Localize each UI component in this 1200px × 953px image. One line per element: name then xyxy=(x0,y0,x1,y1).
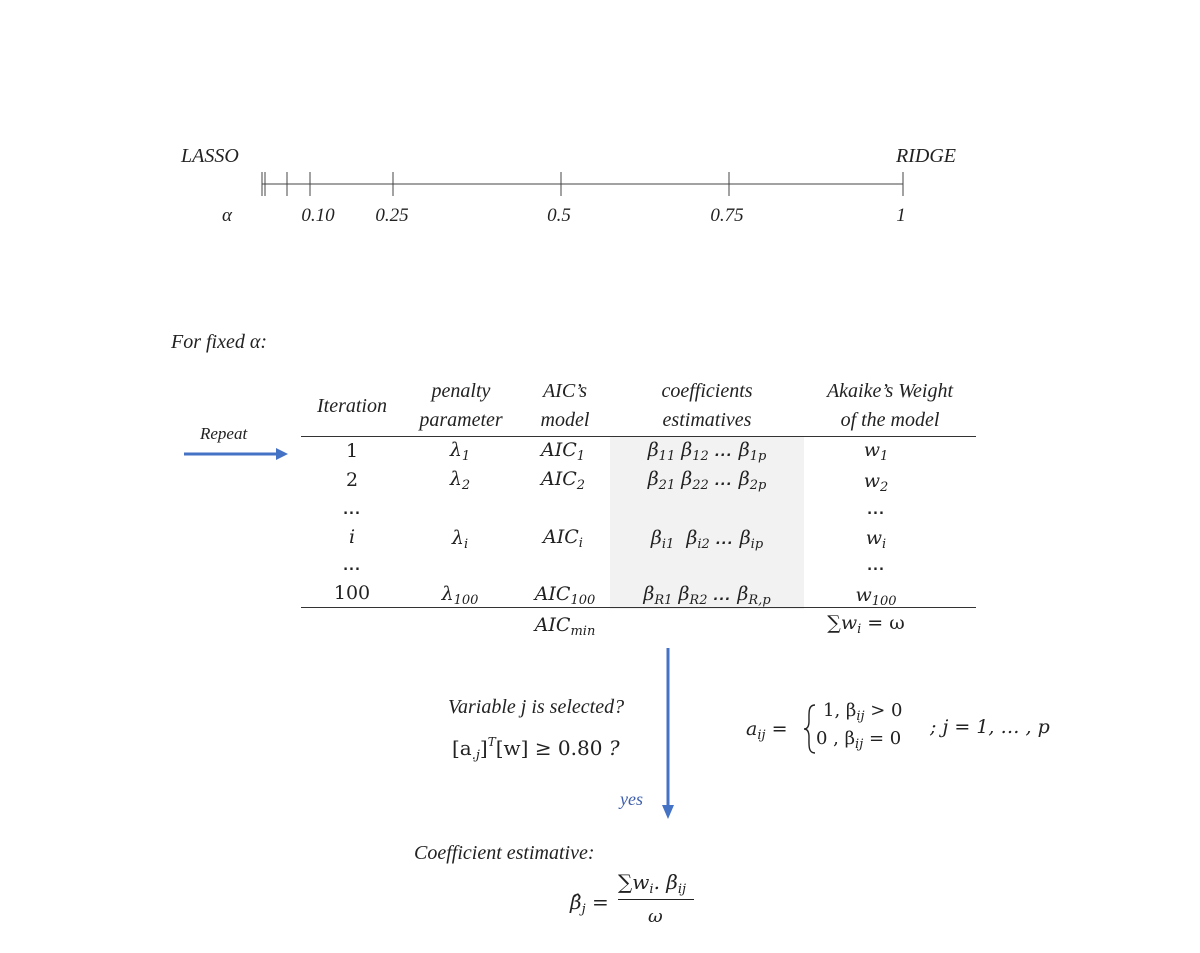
row-2-aic: $AIC_2$ xyxy=(540,468,586,493)
estimate-numerator: $\sum w_i$. $\beta_{ij}$ xyxy=(618,870,687,897)
estimate-caption: Coefficient estimative: xyxy=(414,842,595,864)
ellipsis-iteration-1: ... xyxy=(343,503,361,518)
selection-question: Variable j is selected? xyxy=(448,696,625,718)
indicator-range: ; j = 1, … , p xyxy=(930,716,1050,738)
selection-inequality: $[a_{.j}]^T[w] \ge 0.80$ ? xyxy=(452,735,620,763)
estimate-denominator: ω xyxy=(648,906,663,927)
header-weight: Akaike’s Weight of the model xyxy=(826,380,954,431)
fraction-bar xyxy=(618,899,694,900)
ridge-label: RIDGE xyxy=(896,145,956,167)
row-i-lambda: $\lambda_i$ xyxy=(451,527,469,552)
row-i-iteration: i xyxy=(348,526,356,548)
tick-label-1: 1 xyxy=(896,205,906,226)
row-100-lambda: $\lambda_{100}$ xyxy=(441,583,479,608)
row-1-lambda: $\lambda_1$ xyxy=(449,439,471,464)
row-1-iteration: 1 xyxy=(345,440,359,462)
weight-sum: $\sum w_i = \omega$ xyxy=(827,612,905,637)
table-header-rule xyxy=(301,436,976,437)
repeat-label: Repeat xyxy=(200,424,248,443)
tick-label-0.10: 0.10 xyxy=(301,205,335,226)
repeat-arrow xyxy=(180,445,292,463)
row-i-aic: $AIC_i$ xyxy=(543,526,583,551)
indicator-case-1: 1, $\beta_{ij} > 0$ xyxy=(823,700,903,724)
alpha-symbol: α xyxy=(222,205,232,226)
row-100-iteration: 100 xyxy=(333,582,371,604)
row-2-lambda: $\lambda_2$ xyxy=(449,468,471,493)
indicator-lhs: $a_{ij}$ = xyxy=(746,718,788,743)
row-100-coefficients: $\beta_{R1}$ $\beta_{R2}$ ... $\beta_{R,p}$ xyxy=(643,583,771,608)
tick-label-0.5: 0.5 xyxy=(547,205,571,226)
row-2-coefficients: $\beta_{21}$ $\beta_{22}$ ... $\beta_{2p}$ xyxy=(647,468,767,493)
row-1-aic: $AIC_1$ xyxy=(540,439,586,464)
row-2-iteration: 2 xyxy=(345,469,359,491)
row-1-coefficients: $\beta_{11}$ $\beta_{12}$ ... $\beta_{1p}$ xyxy=(647,439,767,464)
yes-label: yes xyxy=(620,789,643,809)
estimate-lhs: $\betâ_j$ = xyxy=(570,890,609,917)
row-100-aic: $AIC_{100}$ xyxy=(534,583,596,608)
ellipsis-weight-1: ... xyxy=(867,503,885,518)
header-penalty: penalty parameter xyxy=(419,380,503,431)
header-aic: AIC’s model xyxy=(540,380,590,431)
alpha-axis xyxy=(0,0,1200,260)
row-100-weight: $w_{100}$ xyxy=(855,584,897,609)
ellipsis-weight-2: ... xyxy=(867,559,885,574)
down-arrow xyxy=(658,645,678,823)
ellipsis-iteration-2: ... xyxy=(343,559,361,574)
indicator-case-2: 0 , $\beta_{ij} = 0$ xyxy=(816,728,902,752)
lasso-label: LASSO xyxy=(181,145,239,167)
fixed-alpha-caption: For fixed α: xyxy=(171,331,268,353)
tick-label-0.75: 0.75 xyxy=(710,205,744,226)
header-coefficients: coefficients estimatives xyxy=(661,380,753,431)
row-1-weight: $w_1$ xyxy=(863,439,889,464)
row-i-weight: $w_i$ xyxy=(865,527,887,552)
aic-min: $AIC_{min}$ xyxy=(534,614,596,639)
header-iteration: Iteration xyxy=(317,395,387,417)
row-i-coefficients: $\beta_{i1}$ $\beta_{i2}$ ... $\beta_{ip}$ xyxy=(650,527,764,552)
tick-label-0.25: 0.25 xyxy=(375,205,409,226)
row-2-weight: $w_2$ xyxy=(863,470,889,495)
